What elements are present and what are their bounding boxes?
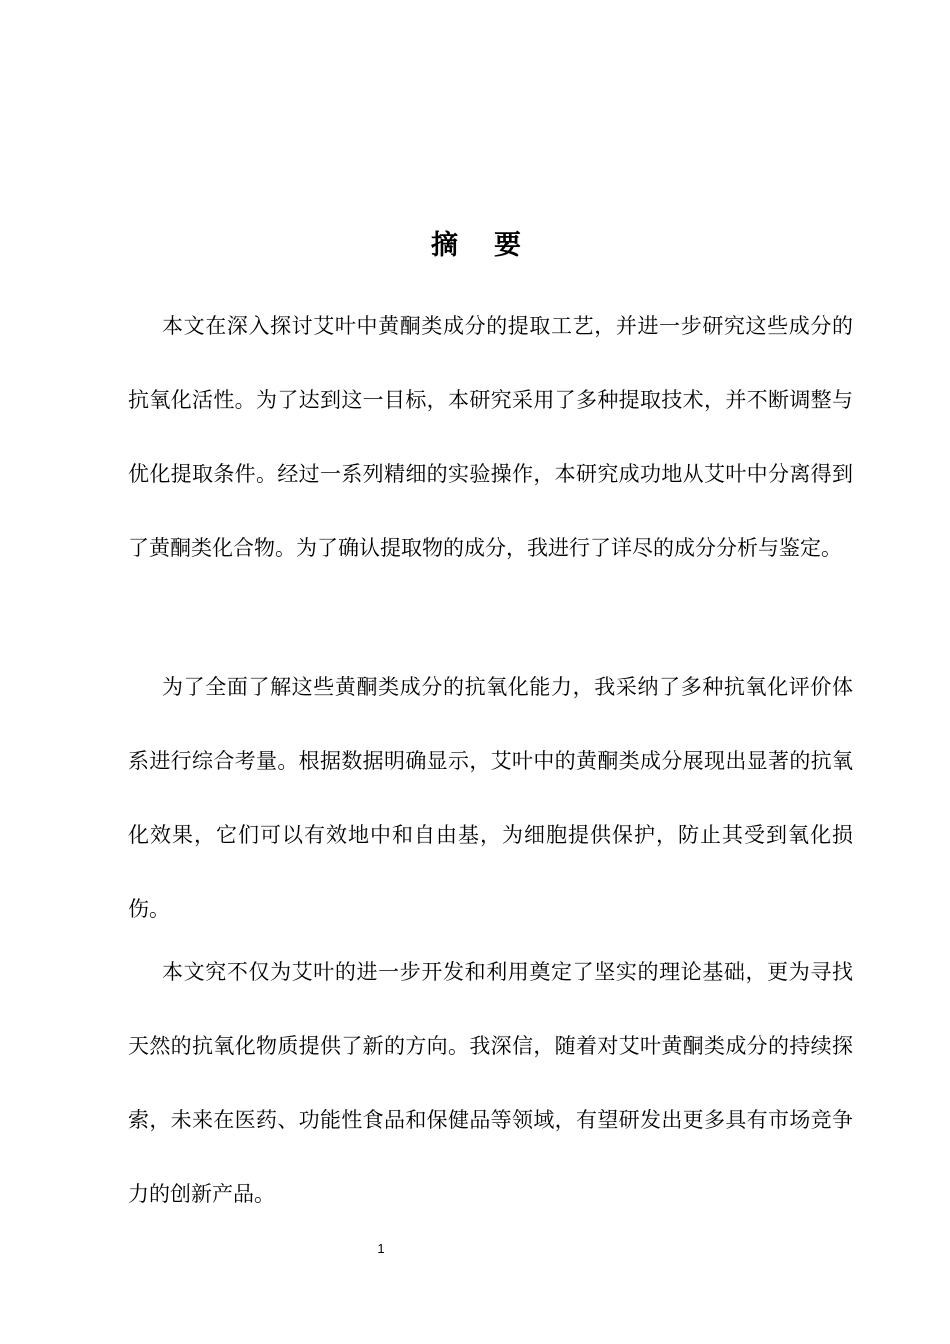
abstract-paragraph-3: 本文究不仅为艾叶的进一步开发和利用奠定了坚实的理论基础，更为寻找天然的抗氧化物质提供了新的方向。我深信，随着对艾叶黄酮类成分的持续探索，未来在医药、功能性食品和保健品等领域，有望研发出更多具有市场竞争力的创新产品。 [128, 960, 853, 1206]
abstract-title: 摘要 [431, 230, 557, 261]
abstract-paragraph-1: 本文在深入探讨艾叶中黄酮类成分的提取工艺，并进一步研究这些成分的抗氧化活性。为了达到这一目标，本研究采用了多种提取技术，并不断调整与优化提取条件。经过一系列精细的实验操作，本研究成功地从艾叶中分离得到了黄酮类化合物。为了确认提取物的成分，我进行了详尽的成分分析与鉴定。 [128, 314, 853, 560]
abstract-paragraph-2: 为了全面了解这些黄酮类成分的抗氧化能力，我采纳了多种抗氧化评价体系进行综合考量。根据数据明确显示，艾叶中的黄酮类成分展现出显著的抗氧化效果，它们可以有效地中和自由基，为细胞提供保护，防止其受到氧化损伤。 [128, 675, 853, 921]
page-number: 1 [377, 1241, 385, 1256]
